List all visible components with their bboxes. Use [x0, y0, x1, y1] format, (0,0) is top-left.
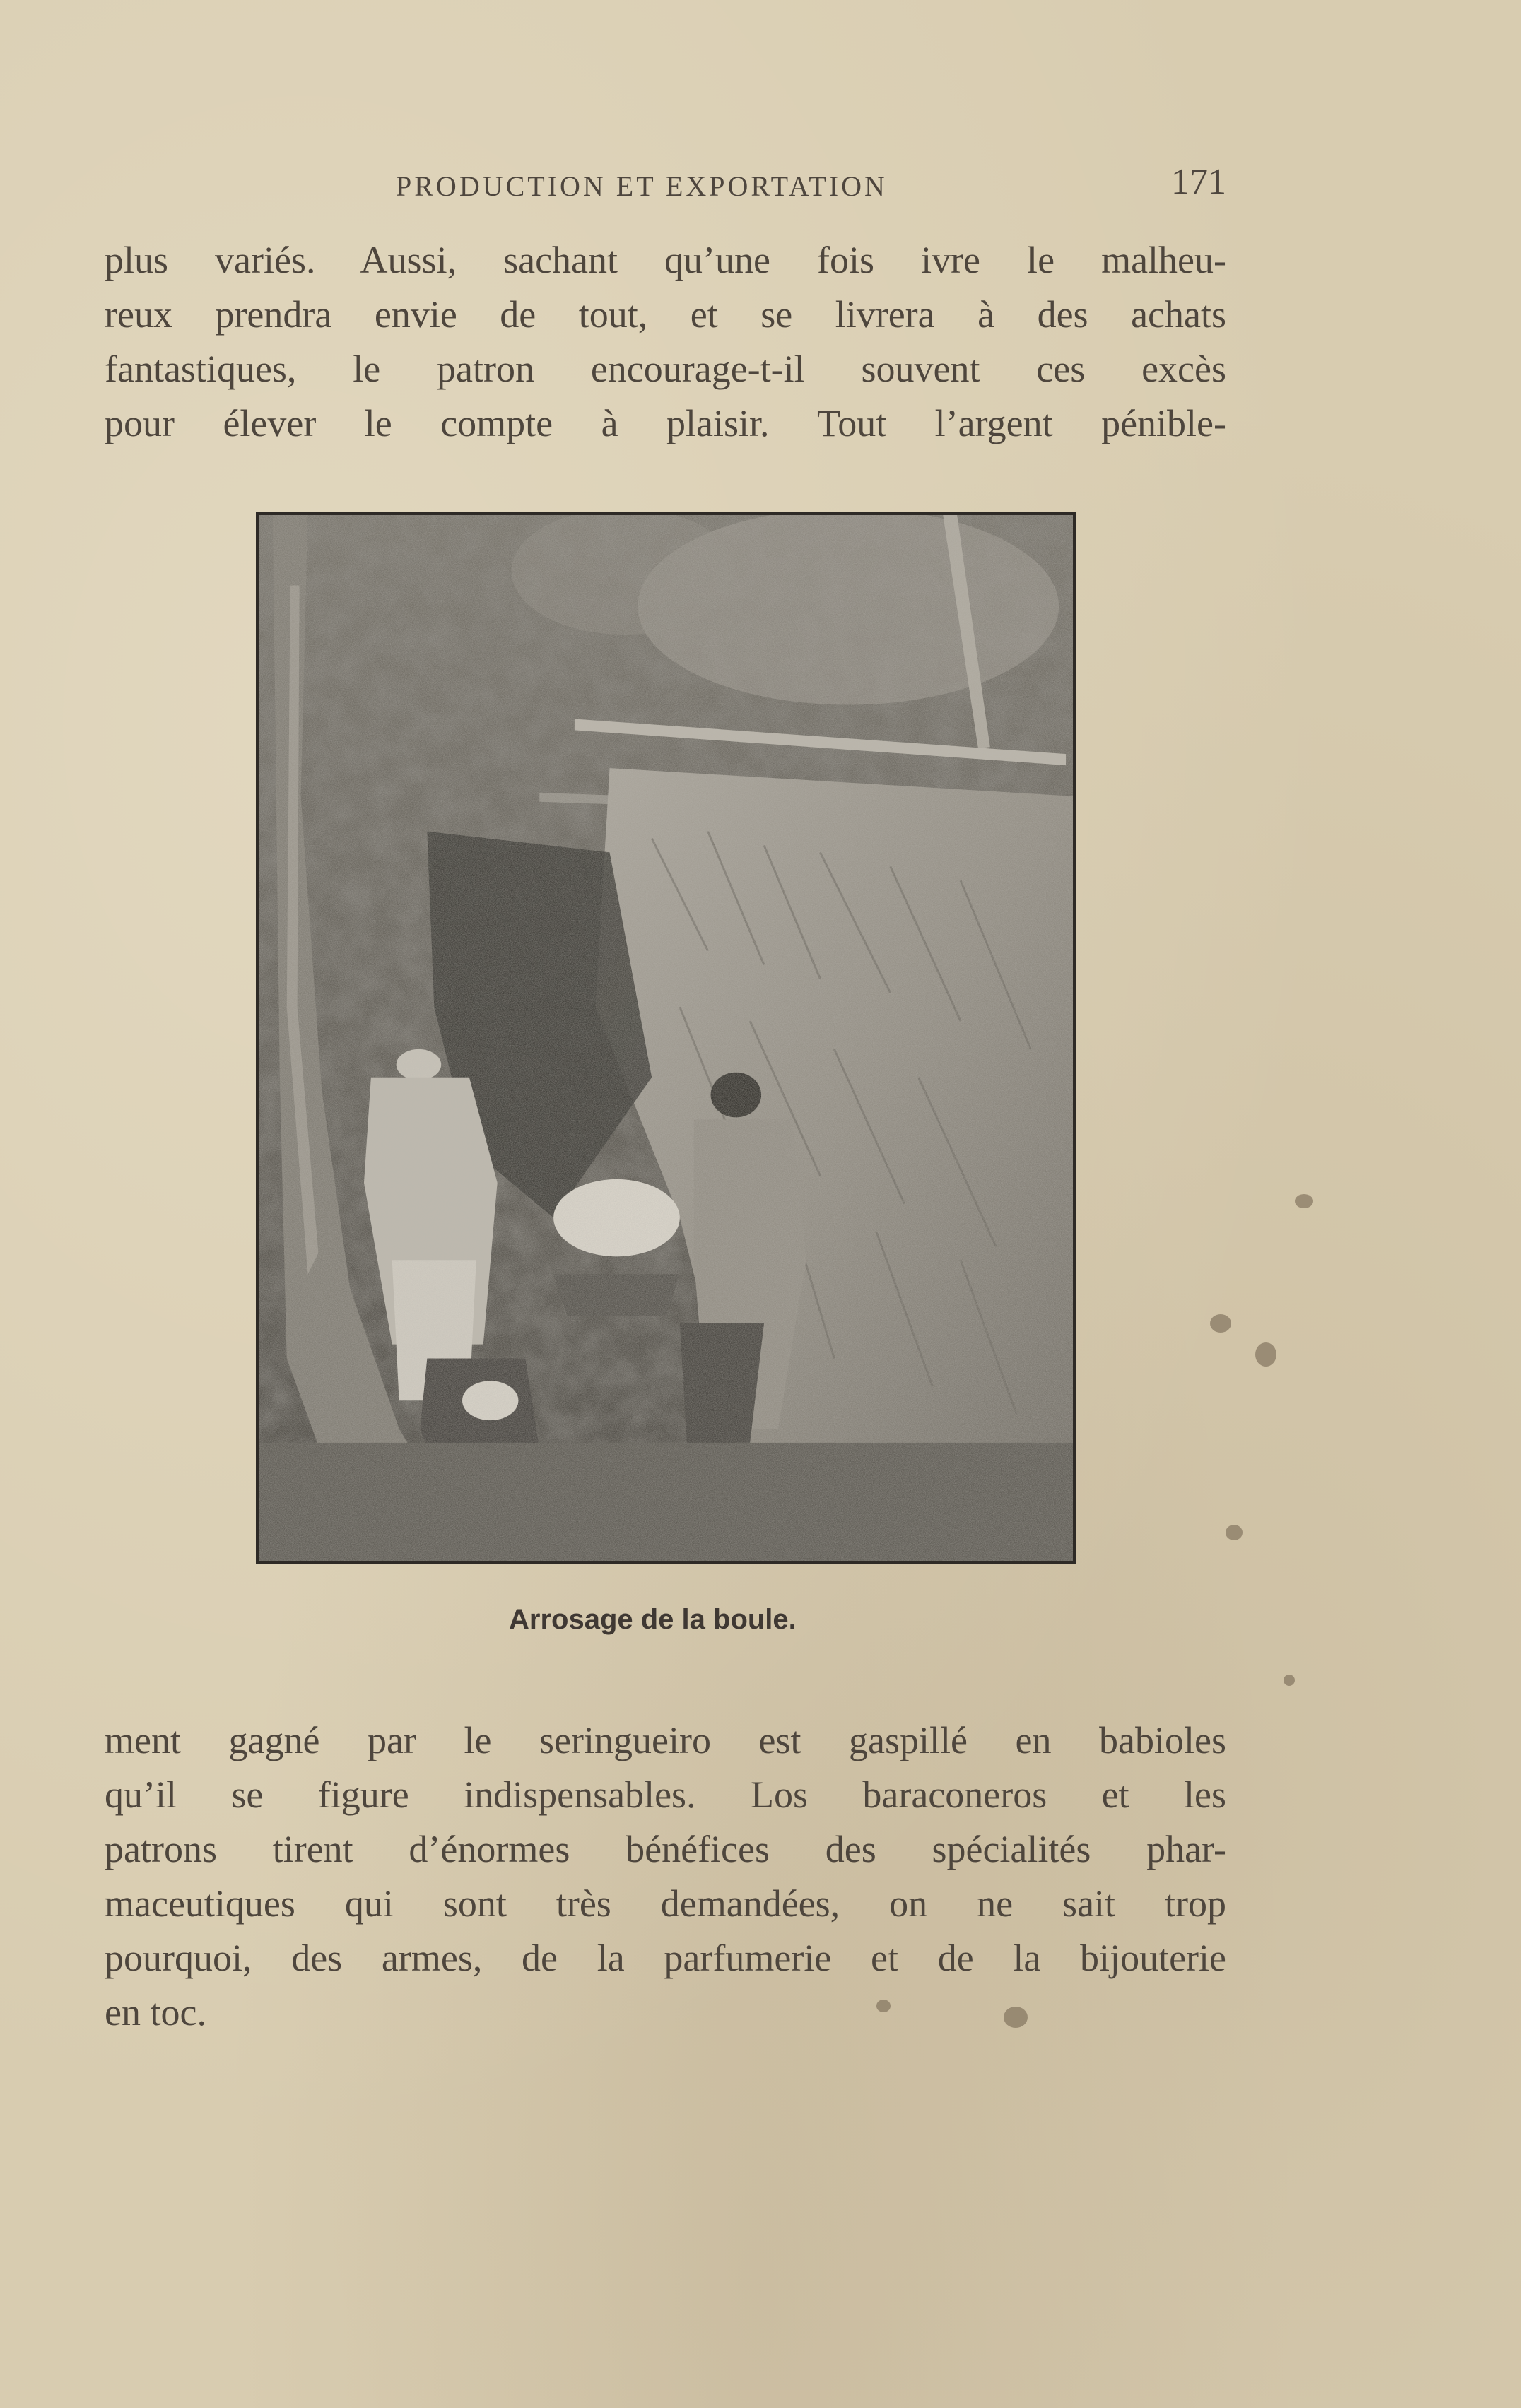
text-line: fantastiques, le patron encourage-t-il souvent ces excès — [105, 348, 1226, 390]
paper-speck — [1004, 2007, 1028, 2028]
text-line: patrons tirent d’énormes bénéfices des spécialités phar- — [105, 1828, 1226, 1870]
paper-speck — [1226, 1525, 1243, 1540]
text-line: plus variés. Aussi, sachant qu’une fois ivre le malheu- — [105, 239, 1226, 281]
photograph-rubber-tapping — [256, 512, 1076, 1564]
text-line: maceutiques qui sont très demandées, on ne sait trop — [105, 1882, 1226, 1925]
paper-speck — [1210, 1314, 1231, 1333]
text-line: ment gagné par le seringueiro est gaspillé en babioles — [105, 1719, 1226, 1761]
page-number: 171 — [1171, 162, 1226, 202]
paper-speck — [876, 2000, 891, 2012]
paper-speck — [1295, 1194, 1313, 1208]
text-line: en toc. — [105, 1991, 206, 2034]
photograph-illustration — [259, 515, 1073, 1561]
paper-speck — [1284, 1675, 1295, 1686]
running-title: PRODUCTION ET EXPORTATION — [396, 170, 888, 202]
paper-speck — [1255, 1342, 1276, 1367]
text-line: pourquoi, des armes, de la parfumerie et de la bijouterie — [105, 1937, 1226, 1979]
text-line: reux prendra envie de tout, et se livrera à des achats — [105, 293, 1226, 336]
figure-caption: Arrosage de la boule. — [509, 1604, 797, 1635]
text-line: qu’il se figure indispensables. Los baraconeros et les — [105, 1773, 1226, 1816]
paragraph-bottom — [105, 1713, 1226, 2040]
paragraph-top — [105, 233, 1226, 451]
running-header — [396, 161, 1226, 218]
text-line: pour élever le compte à plaisir. Tout l’argent pénible- — [105, 402, 1226, 444]
